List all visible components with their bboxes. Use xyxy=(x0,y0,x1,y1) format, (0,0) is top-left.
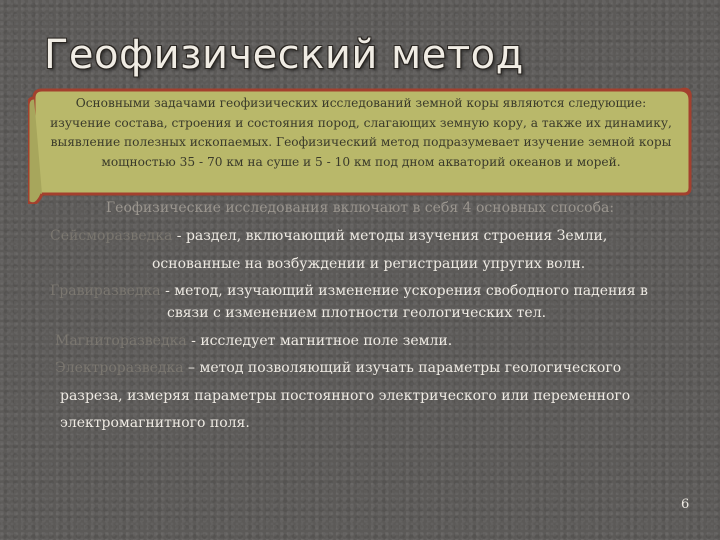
method-term: Сейсморазведка xyxy=(50,228,173,244)
method-definition: - исследует магнитное поле земли. xyxy=(186,333,453,349)
method-line-cont: связи с изменением плотности геологических тел. xyxy=(167,305,547,321)
slide-title: Геофизический метод xyxy=(44,32,524,78)
method-definition: – метод позволяющий изучать параметры геологического xyxy=(183,360,622,376)
method-line xyxy=(55,333,452,349)
intro-text: Геофизические исследования включают в себя 4 основных способа: xyxy=(105,200,615,216)
page-number: 6 xyxy=(681,497,690,512)
method-line-cont: разреза, измеряя параметры постоянного электрического или переменного xyxy=(60,388,631,404)
method-term: Магниторазведка xyxy=(55,333,187,349)
method-line xyxy=(55,360,621,376)
method-definition: - раздел, включающий методы изучения строения Земли, xyxy=(172,228,608,244)
method-term: Гравиразведка xyxy=(50,283,161,299)
method-term: Электроразведка xyxy=(55,360,184,376)
method-line-cont: электромагнитного поля. xyxy=(60,415,250,431)
method-line-cont: основанные на возбуждении и регистрации упругих волн. xyxy=(152,256,586,272)
scroll-banner xyxy=(28,86,692,204)
scroll-text: Основными задачами геофизических исследований земной коры являются следующие: изучение состава, строения и состояния пород, слагающих земную кору, а также их динамику, выявление полезных ископаемых. Геофизический метод подразумевает изучение земной коры мощностью 35 - 70 км на суше и 5 - 10 км под дном акваторий океанов и морей. xyxy=(50,96,672,169)
method-definition: - метод, изучающий изменение ускорения свободного падения в xyxy=(160,283,648,299)
method-line xyxy=(50,228,607,244)
method-line xyxy=(50,283,648,299)
